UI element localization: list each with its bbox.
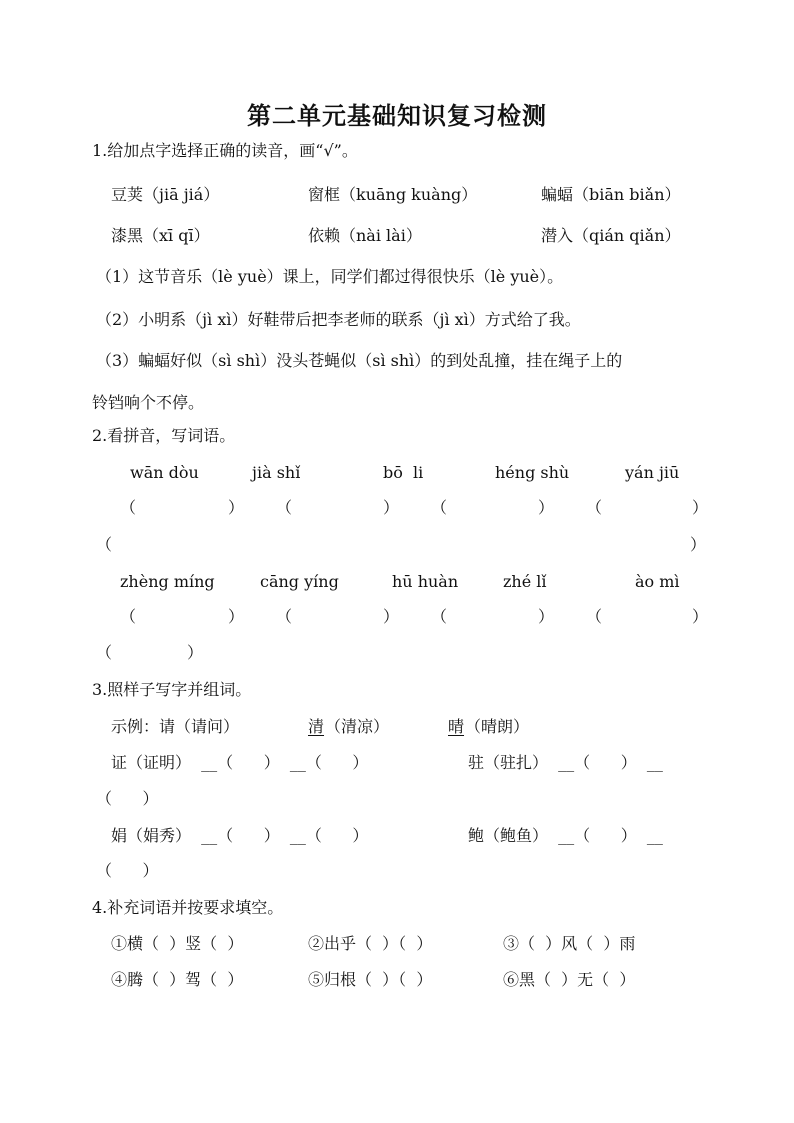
answer-bracket-open: （ <box>431 607 448 626</box>
q3-example-3-word: （晴朗） <box>465 717 530 736</box>
q4-item-3: ③（ ）风（ ）雨 <box>503 934 636 953</box>
answer-bracket-close: ） <box>538 498 555 517</box>
answer-bracket-close: ） <box>187 643 204 662</box>
q4-item-2: ②出乎（ ）（ ） <box>308 934 433 953</box>
q1-item-yilai: 依赖（nài lài） <box>308 226 422 245</box>
question-3-heading: 3.照样子写字并组词。 <box>92 680 252 699</box>
answer-bracket-open: （ <box>276 498 293 517</box>
q1-item-doujia: 豆荚（jiā jiá） <box>111 185 220 204</box>
question-4-heading: 4.补充词语并按要求填空。 <box>92 898 284 917</box>
q4-item-1: ①横（ ）竖（ ） <box>111 934 244 953</box>
q3-example-2-word: （清凉） <box>325 717 390 736</box>
pinyin-yanjiu: yán jiū <box>625 463 680 482</box>
answer-bracket-open: （ <box>276 607 293 626</box>
pinyin-jiashi: jià shǐ <box>252 463 301 482</box>
q4-item-6: ⑥黑（ ）无（ ） <box>503 970 636 989</box>
answer-bracket-close: ） <box>690 535 707 554</box>
q1-item-chuangkuang: 窗框（kuāng kuàng） <box>308 185 478 204</box>
q1-item-qihei: 漆黑（xī qī） <box>111 226 210 245</box>
answer-bracket-open: （ <box>96 643 113 662</box>
answer-bracket-close: ） <box>228 498 245 517</box>
answer-bracket-close: ） <box>383 607 400 626</box>
page-title: 第二单元基础知识复习检测 <box>247 101 547 130</box>
pinyin-zhengming: zhèng míng <box>120 572 215 591</box>
q1-item-bianfu: 蝙蝠（biān biǎn） <box>541 185 681 204</box>
pinyin-huhuan: hū huàn <box>392 572 459 591</box>
pinyin-wandou: wān dòu <box>130 463 199 482</box>
question-1-heading: 1.给加点字选择正确的读音，画“√”。 <box>92 141 358 160</box>
q1-sentence-1: （1）这节音乐（lè yuè）课上，同学们都过得很快乐（lè yuè）。 <box>96 267 564 286</box>
q3-row-2-right: 鲍（鲍鱼） __（ ） __ <box>468 826 663 845</box>
q3-example-2-char: 清 <box>308 717 325 736</box>
q3-row-1-left: 证（证明） __（ ） __（ ） <box>111 753 369 772</box>
q1-item-qianru: 潜入（qián qiǎn） <box>541 226 681 245</box>
q3-row-2-cont: （ ） <box>96 861 159 880</box>
q4-item-4: ④腾（ ）驾（ ） <box>111 970 244 989</box>
q1-sentence-2: （2）小明系（jì xì）好鞋带后把李老师的联系（jì xì）方式给了我。 <box>96 310 581 329</box>
q3-example-1: 示例：请（请问） <box>111 717 240 736</box>
answer-bracket-open: （ <box>96 535 113 554</box>
q3-row-1-cont: （ ） <box>96 789 159 808</box>
pinyin-cangying: cāng yíng <box>260 572 339 591</box>
answer-bracket-open: （ <box>431 498 448 517</box>
answer-bracket-close: ） <box>538 607 555 626</box>
answer-bracket-close: ） <box>692 607 709 626</box>
answer-bracket-close: ） <box>692 498 709 517</box>
answer-bracket-open: （ <box>120 607 137 626</box>
pinyin-boli: bō li <box>383 463 424 482</box>
answer-bracket-open: （ <box>586 498 603 517</box>
answer-bracket-close: ） <box>228 607 245 626</box>
q3-row-1-right: 驻（驻扎） __（ ） __ <box>468 753 663 772</box>
q4-item-5: ⑤归根（ ）（ ） <box>308 970 433 989</box>
answer-bracket-close: ） <box>383 498 400 517</box>
question-2-heading: 2.看拼音，写词语。 <box>92 426 236 445</box>
q3-row-2-left: 娟（娟秀） __（ ） __（ ） <box>111 826 369 845</box>
answer-bracket-open: （ <box>586 607 603 626</box>
pinyin-zheli: zhé lǐ <box>503 572 547 591</box>
q1-sentence-3: （3）蝙蝠好似（sì shì）没头苍蝇似（sì shì）的到处乱撞，挂在绳子上的 <box>96 351 623 370</box>
pinyin-aomi: ào mì <box>635 572 680 591</box>
q3-example-3-char: 晴 <box>448 717 465 736</box>
q1-sentence-3-cont: 铃铛响个不停。 <box>92 393 205 412</box>
answer-bracket-open: （ <box>120 498 137 517</box>
pinyin-hengshu: héng shù <box>495 463 570 482</box>
